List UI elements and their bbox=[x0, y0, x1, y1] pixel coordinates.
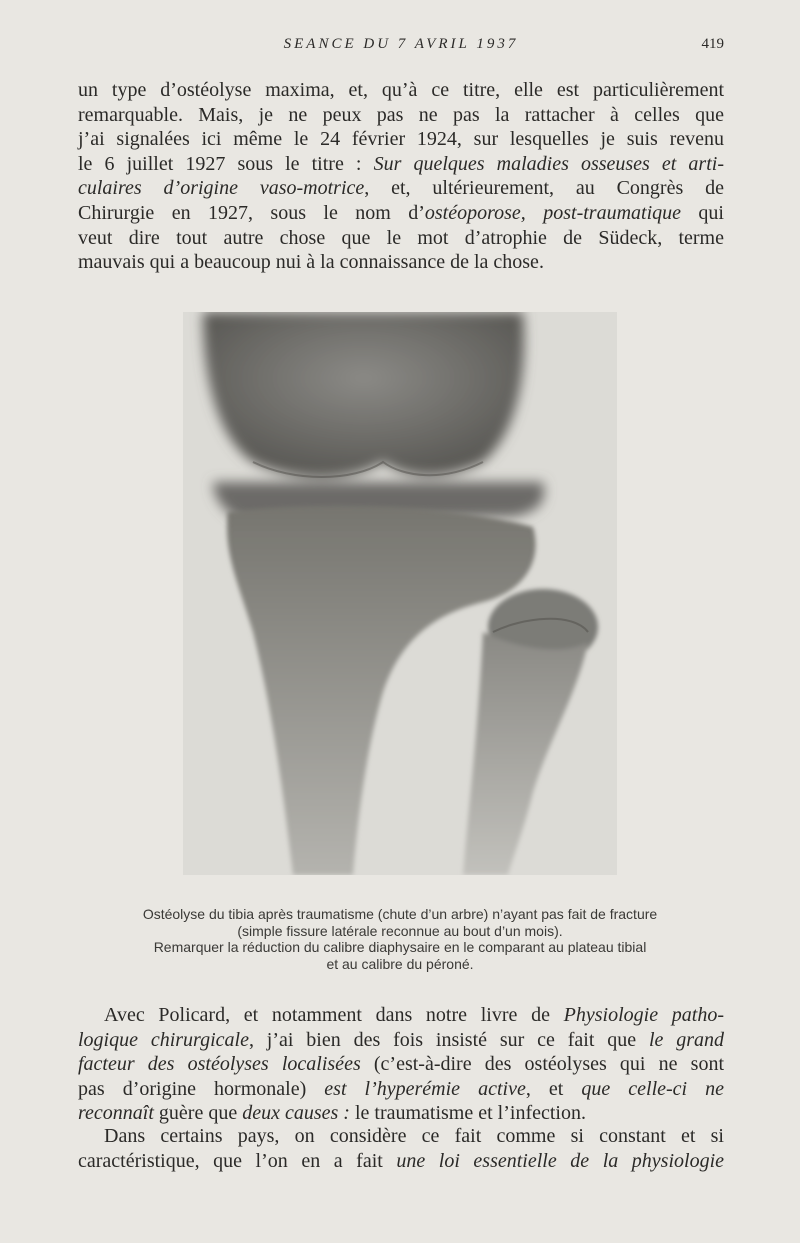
text-line: j’ai signalées ici même le 24 février 1924, sur lesquelles je suis revenu bbox=[78, 128, 724, 151]
caption-line: Ostéolyse du tibia après traumatisme (chute d’un arbre) n’ayant pas fait de fracture bbox=[142, 906, 658, 922]
text-line: caractéristique, que l’on en a fait une loi essentielle de la physiologie bbox=[78, 1149, 725, 1172]
text-line: culaires d’origine vaso-motrice, et, ultérieurement, au Congrès de bbox=[78, 177, 724, 200]
page-number: 419 bbox=[701, 36, 724, 52]
knee-xray-image bbox=[183, 312, 617, 875]
text-line: Dans certains pays, on considère ce fait comme si constant et si bbox=[104, 1125, 724, 1147]
xray-figure bbox=[183, 312, 617, 875]
running-title: SEANCE DU 7 AVRIL 1937 bbox=[283, 36, 519, 52]
text-line: logique chirurgicale, j’ai bien des fois insisté sur ce fait que le grand bbox=[78, 1028, 724, 1051]
text-line: Avec Policard, et notamment dans notre livre de Physiologie patho- bbox=[104, 1004, 724, 1026]
paragraph-pays bbox=[78, 1124, 724, 1173]
text-line: le 6 juillet 1927 sous le titre : Sur quelques maladies osseuses et arti- bbox=[78, 152, 724, 175]
page-header bbox=[78, 36, 724, 58]
caption-line: (simple fissure latérale reconnue au bout d’un mois). bbox=[237, 922, 563, 939]
caption-line: Remarquer la réduction du calibre diaphysaire en le comparant au plateau tibial bbox=[153, 939, 647, 955]
paragraph-policard bbox=[78, 1003, 724, 1126]
text-line: un type d’ostéolyse maxima, et, qu’à ce titre, elle est particulièrement bbox=[78, 79, 724, 101]
paragraph-intro bbox=[78, 78, 724, 275]
caption-line: et au calibre du péroné. bbox=[326, 955, 474, 972]
text-line: remarquable. Mais, je ne peux pas ne pas la rattacher à celles que bbox=[78, 103, 724, 126]
text-line: reconnaît guère que deux causes : le traumatisme et l’infection. bbox=[78, 1102, 586, 1125]
figure-caption bbox=[60, 906, 740, 972]
text-line: pas d’origine hormonale) est l’hyperémie active, et que celle-ci ne bbox=[78, 1077, 725, 1100]
text-line: mauvais qui a beaucoup nui à la connaissance de la chose. bbox=[78, 251, 544, 274]
text-line: Chirurgie en 1927, sous le nom d’ostéoporose, post-traumatique qui bbox=[78, 201, 724, 224]
text-line: facteur des ostéolyses localisées (c’est-à-dire des ostéolyses qui ne sont bbox=[78, 1053, 724, 1076]
text-line: veut dire tout autre chose que le mot d’atrophie de Südeck, terme bbox=[78, 226, 724, 249]
